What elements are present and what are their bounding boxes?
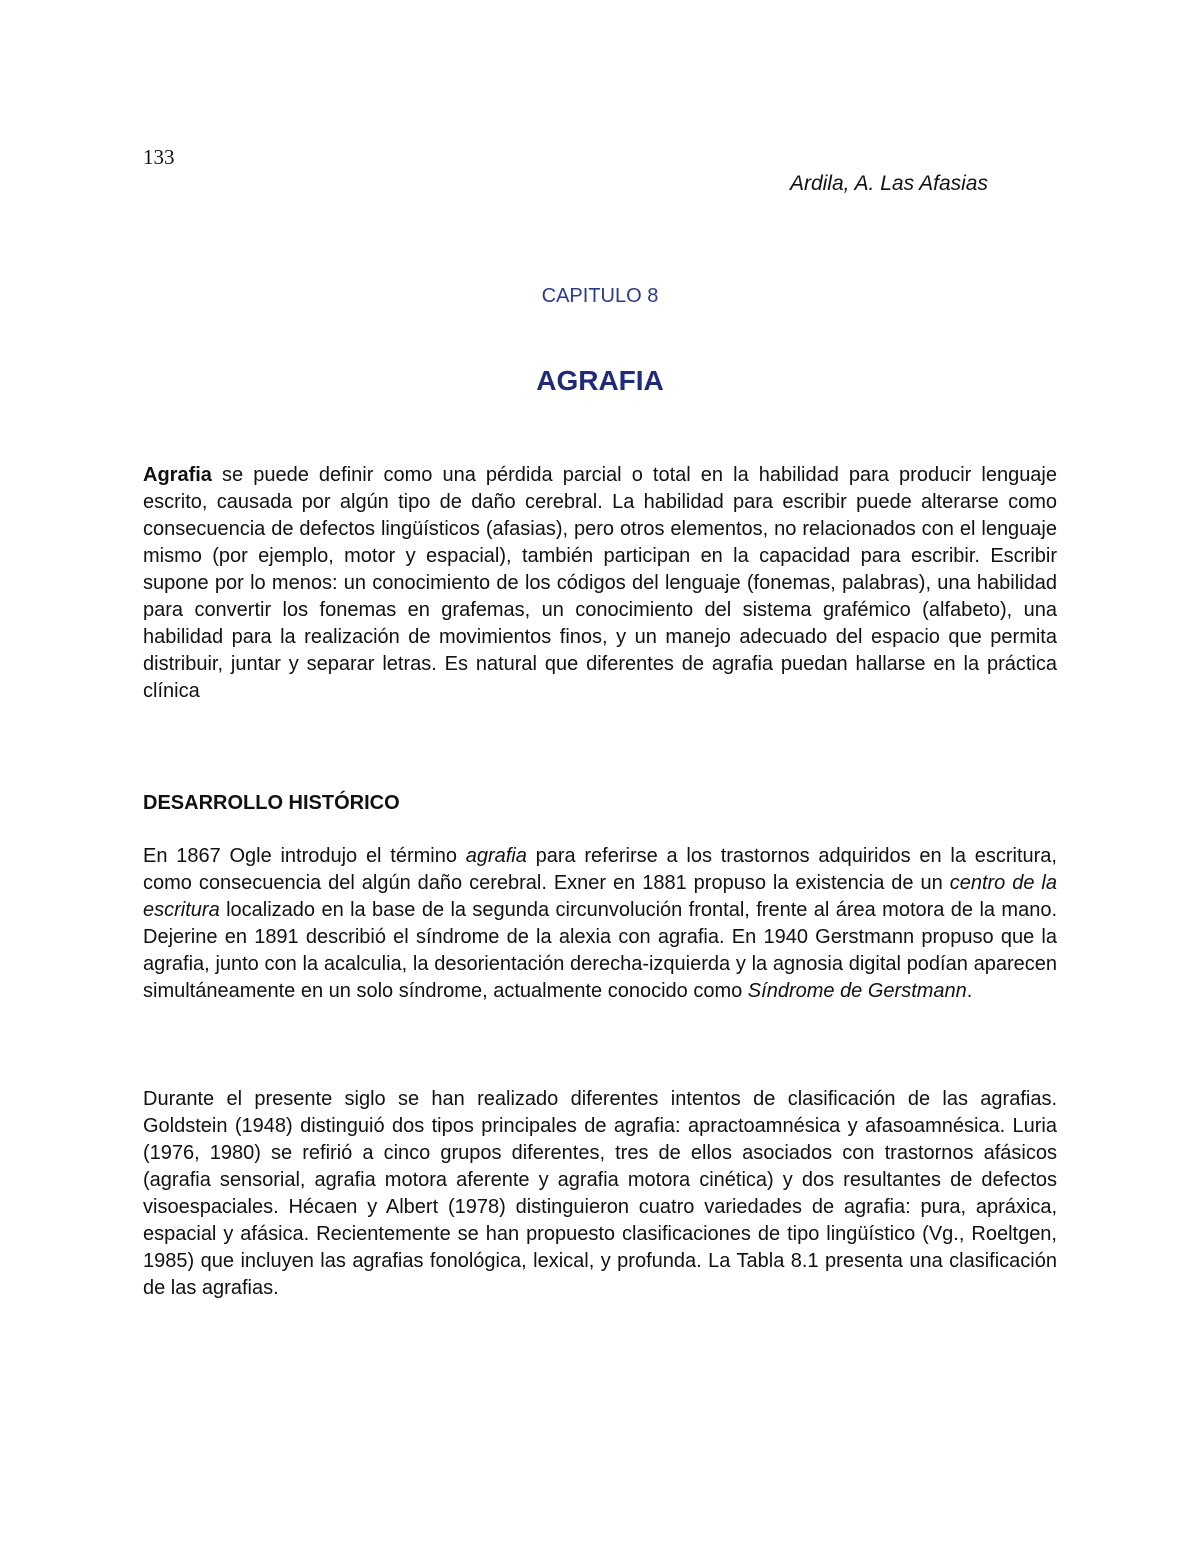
intro-paragraph	[143, 462, 1057, 705]
page-number: 133	[143, 145, 175, 169]
italic-term: centro de la escritura	[143, 872, 1058, 921]
intro-text: se puede definir como una pérdida parcial o total en la habilidad para producir lenguaje escrito, causada por algún tipo de daño cerebral. La habilidad para escribir puede alterarse como consecuencia de defectos lingüísticos (afasias), pero otros elementos, no relacionados con el lenguaje mismo (por ejemplo, motor y espacial), también participan en la capacidad para escribir. Escribir supone por lo menos: un conocimiento de los códigos del lenguaje (fonemas, palabras), una habilidad para convertir los fonemas en grafemas, un conocimiento del sistema grafémico (alfabeto), una habilidad para la realización de movimientos finos, y un manejo adecuado del espacio que permita distribuir, juntar y separar letras. Es natural que diferentes de agrafia puedan hallarse en la práctica clínica	[143, 464, 1057, 702]
history-text: para referirse a los trastornos adquiridos en la escritura, como consecuencia del algún daño cerebral. Exner en 1881 propuso la existencia de un	[143, 845, 1057, 894]
history-text: localizado en la base de la segunda circunvolución frontal, frente al área motora de la mano. Dejerine en 1891 describió el síndrome de la alexia con agrafia. En 1940 Gerstmann propuso que la agrafia, junto con la acalculia, la desorientación derecha-izquierda y la agnosia digital podían aparecen simultáneamente en un solo síndrome, actualmente conocido como	[143, 899, 1057, 1002]
italic-term: Síndrome de Gerstmann	[747, 980, 967, 1002]
history-text: .	[966, 980, 973, 1002]
history-paragraph-2-text: Durante el presente siglo se han realizado diferentes intentos de clasificación de las agrafias. Goldstein (1948) distinguió dos tipos principales de agrafia: apractoamnésica y afasoamnésica. Luria (1976, 1980) se refirió a cinco grupos diferentes, tres de ellos asociados con trastornos afásicos (agrafia sensorial, agrafia motora aferente y agrafia motora cinética) y dos resultantes de defectos visoespaciales. Hécaen y Albert (1978) distinguieron cuatro variedades de agrafia: pura, apráxica, espacial y afásica. Recientemente se han propuesto clasificaciones de tipo lingüístico (Vg., Roeltgen, 1985) que incluyen las agrafias fonológica, lexical, y profunda. La Tabla 8.1 presenta una clasificación de las agrafias.	[143, 1088, 1057, 1299]
running-header: Ardila, A. Las Afasias	[789, 172, 988, 195]
section-heading: DESARROLLO HISTÓRICO	[143, 792, 400, 814]
italic-term: agrafia	[465, 845, 527, 867]
lead-term: Agrafia	[143, 464, 212, 486]
history-paragraph-1	[143, 843, 1057, 1005]
history-text: En 1867 Ogle introdujo el término	[143, 845, 466, 867]
chapter-label: CAPITULO 8	[541, 285, 659, 307]
history-paragraph-2	[143, 1086, 1057, 1302]
chapter-title: AGRAFIA	[536, 365, 664, 396]
